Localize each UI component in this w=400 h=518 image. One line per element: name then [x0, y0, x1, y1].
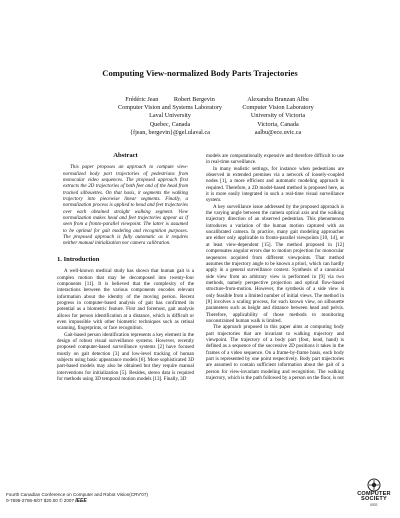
- body-paragraph: A well-known medical study has shown that human gait is a complex motion that may be decomposed into twenty-four components [11]. It is believed that the complexity of the interactions between the various components encodes relevant information about the identity of the moving person. Recent progress in computer-based analysis of gait has confirmed its potential as a biometric feature. First and foremost, gait analysis allows for person identification at a distance, which is difficult or even impossible with other biometric techniques such as retinal scanning, fingerprints, or face recognition.: [57, 268, 194, 332]
- author-email-left: {fjean, bergevin}@gel.ulaval.ca: [130, 128, 210, 136]
- logo-line-1: COMPUTER: [357, 491, 391, 497]
- right-column: [206, 153, 344, 381]
- paper-title: Computing View-normalized Body Parts Trajectories: [102, 68, 298, 78]
- introduction-heading: 1. Introduction: [57, 255, 100, 263]
- author-email-right: aalbu@ece.uvic.ca: [254, 128, 302, 136]
- body-paragraph: In many realistic settings, for instance when pedestrians are observed in extended premises via a network of loosely-coupled nodes [1], a more efficient and automatic modeling approach is required. Therefore, a 2D model-based method is proposed here, as it is more easily integrated in such a real-time visual surveillance system.: [206, 165, 344, 204]
- footer-isbn-line: [6, 498, 148, 504]
- author-name-right: Alexandra Branzan Albu: [247, 96, 309, 103]
- abstract-heading: Abstract: [113, 152, 138, 159]
- author-affiliation-right: [208, 96, 348, 137]
- left-column: [57, 153, 194, 382]
- author-university-right: University of Victoria: [250, 112, 306, 120]
- author-names-left: Frédéric Jean Robert Bergevin: [125, 96, 215, 103]
- abstract-text: This paper proposes an approach to compute view-normalized body part trajectories of pedestrians from monocular video sequences. The proposed approach first extracts the 2D trajectories of both feet and of the head from tracked silhouettes. On that basis, it segments the walking trajectory into piecewise linear segments. Finally, a normalization process is applied to head and feet trajectories over each obtained straight walking segment. View normalization makes head and feet trajectories appear as if seen from a fronto-parallel viewpoint. The latter is assumed to be optimal for gait modeling and recognition purposes. The proposed approach is fully automatic as it requires neither manual initialization nor camera calibration.: [63, 164, 188, 247]
- society-emblem-icon: [366, 478, 382, 492]
- page-footer: [6, 492, 148, 504]
- body-paragraph: Gait-based person identification represents a key element in the design of robust visual surveillance systems. However, recently proposed computer-based surveillance systems [2] have focused mostly on gait detection [3] and low-level tracking of human subjects using basic appearance models [6]. More sophisticated 3D part-based models may also be obtained but they require manual interventions for initialization [5]. Besides, stereo data is required for methods using 3D temporal motion models [13]. Finally, 3D: [57, 331, 194, 382]
- author-lab-left: Computer Vision and Systems Laboratory: [117, 104, 222, 112]
- author-university-left: Laval University: [149, 112, 191, 120]
- body-paragraph: models are computationally expensive and therefore difficult to use in real-time surveillance.: [206, 153, 344, 166]
- footer-conference: Fourth Canadian Conference on Computer and Robot Vision(CRV'07): [6, 492, 148, 497]
- logo-line-2: SOCIETY: [361, 496, 387, 503]
- body-paragraph: A key surveillance issue addressed by the proposed approach is the varying angle between the camera optical axis and the walking trajectory direction of an observed pedestrian. This phenomenon introduces a variation of the human motion captured with an uncalibrated camera. In practice, many gait modeling approaches are either only applicable to fronto-parallel viewpoints [10, 14], or at least view-dependent [15]. The method proposed in [12] compensates angular errors due to motion projection for monocular sequences acquired from different viewpoints. That method assumes the trajectory angle to be known a priori, which can hardly apply in a general surveillance context. Synthesis of a canonical side view from an arbitrary view is performed in [9] via two methods, namely perspective projection and optical flow-based structure-from-motion. However, the synthesis of a side view is only feasible from a limited number of initial views. The method in [8] involves a scaling process, for each known view, on silhouette parameters such as height and distance between head and pelvis. Therefore, applicability of those methods to monitoring unconstrained human walk is limited.: [206, 203, 344, 324]
- footer-isbn: 0-7695-2786-8/07 $20.00 © 2007: [6, 498, 75, 503]
- computer-society-logo: [354, 478, 394, 507]
- footer-publisher: IEEE: [75, 498, 87, 504]
- author-location-right: Victoria, Canada: [257, 120, 299, 128]
- author-lab-right: Computer Vision Laboratory: [242, 104, 314, 112]
- body-paragraph: The approach proposed in this paper aims at computing body part trajectories that are invariant to walking trajectory and viewpoint. The trajectory of a body part (foot, head, hand) is defined as a sequence of the successive 2D positions it takes in the frames of a video sequence. On a frame-by-frame basis, each body part is represented by one point respectively. Body part trajectories are assumed to contain sufficient information about the gait of a person for view-invariant modeling and recognition. The walking trajectory, which is the path followed by a person on the floor, is not: [206, 324, 344, 382]
- logo-sub: IEEE: [370, 502, 378, 507]
- author-location-left: Quebec, Canada: [149, 120, 191, 128]
